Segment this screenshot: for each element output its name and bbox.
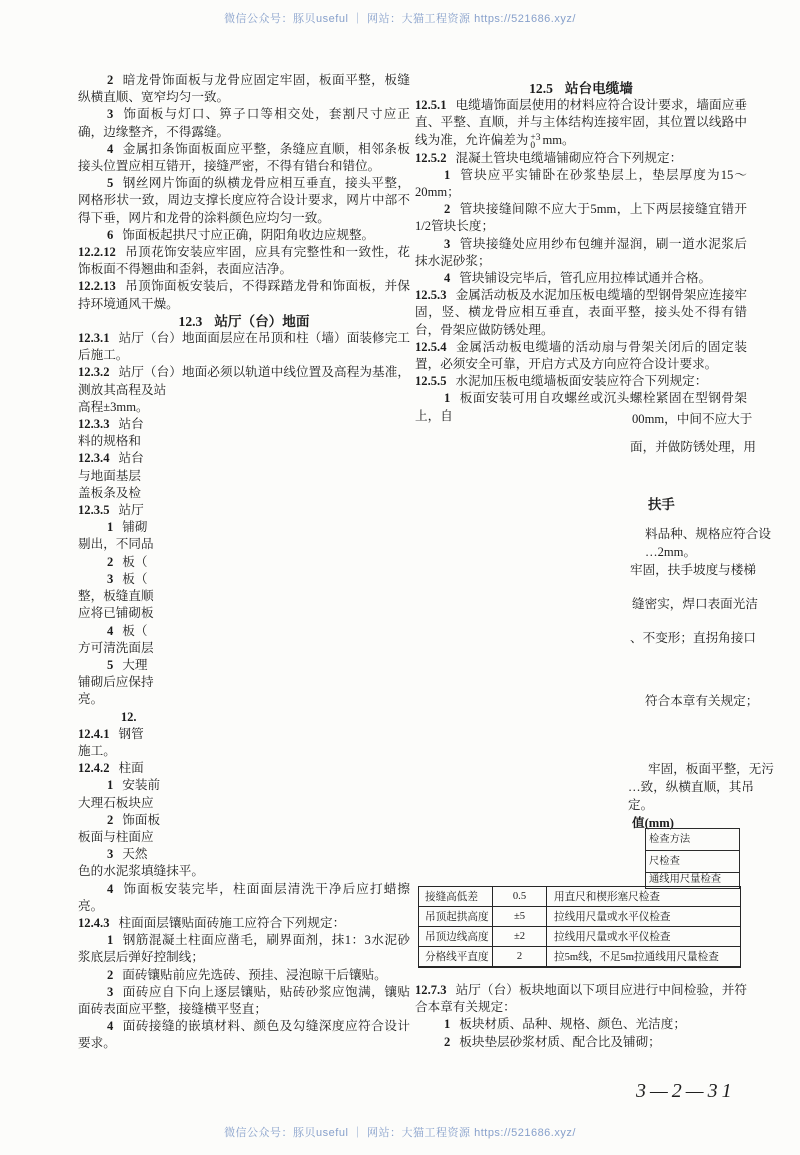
clause-number: 12.7.3 xyxy=(415,983,447,997)
text-line xyxy=(78,450,410,467)
table-cell-fragment: 尺检查 xyxy=(646,851,739,873)
table-cell-value: 2 xyxy=(493,947,547,966)
text-line xyxy=(415,287,747,339)
clipped-text-fragment: 牢固，扶手坡度与楼梯 xyxy=(630,563,756,577)
text-line xyxy=(415,150,747,167)
clause-text: 站台 xyxy=(118,451,144,466)
table-cell-value: ±5 xyxy=(493,907,547,926)
clause-text: 面砖接缝的嵌填材料、颜色及勾缝深度应符合设计要求。 xyxy=(78,1019,410,1051)
clause-text: 吊顶花饰安装应牢固，应具有完整性和一致性，花饰板面不得翘曲和歪斜，表面应洁净。 xyxy=(78,245,410,277)
clause-number: 2 xyxy=(106,812,114,827)
clause-number: 5 xyxy=(106,657,114,672)
clause-text: 柱面面层镶贴面砖施工应符合下列规定： xyxy=(118,915,346,930)
clause-text: 板（ xyxy=(122,571,148,586)
clause-text: 饰面板与灯口、箅子口等相交处，套割尺寸应正确，边缘整齐，不得露缝。 xyxy=(78,107,410,139)
clause-text: 方可清洗面层 xyxy=(78,640,154,655)
clause-number: 3 xyxy=(106,847,114,862)
text-line xyxy=(78,657,410,674)
clause-text: 板面安装可用自攻螺丝或沉头螺栓紧固在型钢骨架上，自 xyxy=(415,391,747,423)
text-line xyxy=(78,244,410,278)
section-heading xyxy=(415,80,747,97)
clause-text: 混凝土管块电缆墙铺砌应符合下列规定： xyxy=(455,150,683,165)
text-line xyxy=(78,743,410,760)
clause-number: 3 xyxy=(106,984,114,999)
clipped-text-fragment: …致，纵横直顺，其吊 xyxy=(628,780,754,794)
table-cell-method: 拉线用尺量或水平仪检查 xyxy=(554,912,671,923)
clause-number: 12.3.3 xyxy=(78,417,110,432)
text-line xyxy=(78,605,410,622)
tolerance-lower: 0 xyxy=(530,140,536,151)
text-line xyxy=(78,709,410,726)
clause-text: 钢丝网片饰面的纵横龙骨应相互垂直，接头平整，网格形状一致，周边支撑长度应符合设计要求，网片中部不得下垂，网片和龙骨的涂料颜色应均匀一致。 xyxy=(78,176,410,225)
clause-text: 大理石板块应 xyxy=(78,795,154,810)
text-line xyxy=(78,502,410,519)
clause-text: 水泥加压板电缆墙板面安装应符合下列规定： xyxy=(455,374,708,389)
text-line xyxy=(78,416,410,433)
text-line xyxy=(415,1016,747,1033)
text-line xyxy=(78,829,410,846)
clause-number: 6 xyxy=(106,227,114,242)
clause-number: 12.3.4 xyxy=(78,451,110,466)
clause-text: 管块应平实铺卧在砂浆垫层上，垫层厚度为15～20mm； xyxy=(415,167,747,200)
text-line xyxy=(78,468,410,485)
right-column-blocks xyxy=(415,150,747,425)
clause-text: 板块材质、品种、规格、颜色、光洁度； xyxy=(459,1017,686,1032)
text-line xyxy=(78,1018,410,1052)
clause-text: 铺砌后应保持 xyxy=(78,675,154,690)
clause-text: 铺砌 xyxy=(122,520,148,535)
section-number: 12.5 xyxy=(529,81,553,96)
text-line xyxy=(78,364,410,398)
page-number: 3—2—31 xyxy=(636,1080,736,1102)
clause-text: 安装前 xyxy=(122,778,161,793)
clause-text: 管块接缝处应用纱布包缠并湿润，刷一道水泥浆后抹水泥砂浆； xyxy=(415,236,747,268)
table-row xyxy=(419,887,740,907)
table-row xyxy=(419,927,740,947)
text-line xyxy=(78,106,410,140)
clause-text: 饰面板 xyxy=(122,812,161,827)
clause-text: 站厅（台）地面面层应在吊顶和柱（墙）面装修完工后施工。 xyxy=(78,331,410,363)
table-cell-item: 吊顶边线高度 xyxy=(419,927,493,946)
clause-number: 1 xyxy=(106,778,114,793)
clipped-text-fragment: 缝密实，焊口表面光洁 xyxy=(632,597,758,611)
clause-text: 面砖应自下向上逐层镶贴，贴砖砂浆应饱满，镶贴面砖表面应平整，接缝横平竖直； xyxy=(78,984,410,1016)
clause-text: 暗龙骨饰面板与龙骨应固定牢固，板面平整，板缝纵横直顺、宽窄均匀一致。 xyxy=(78,73,410,105)
text-line xyxy=(78,485,410,502)
table-cell-item: 分格线平直度 xyxy=(419,947,493,966)
clause-text: 金属活动板及水泥加压板电缆墙的型钢骨架应连接牢固，竖、横龙骨应相互垂直，表面平整，接头处不得有错台，骨架应做防锈处理。 xyxy=(415,288,747,337)
clause-text: 站厅（台）地面 xyxy=(214,313,310,329)
deviation-table xyxy=(418,886,741,968)
clause-number: 12.3.2 xyxy=(78,365,110,380)
text-line xyxy=(78,674,410,691)
clipped-text-fragment: 料品种、规格应符合设 xyxy=(645,527,771,541)
clipped-text-fragment: 、不变形；直拐角接口 xyxy=(630,631,756,645)
text-line xyxy=(78,330,410,364)
clause-number: 1 xyxy=(443,1017,451,1032)
clause-text: 站台 xyxy=(118,417,144,432)
clause-number: 4 xyxy=(106,623,114,638)
clause-text: 面砖镶贴前应先选砖、预挂、浸泡晾干后镶贴。 xyxy=(122,967,387,982)
handrail-heading-fragment: 扶手 xyxy=(648,497,675,512)
clause-number: 12.5.1 xyxy=(415,98,447,113)
text-line xyxy=(78,313,410,330)
text-line xyxy=(415,167,747,201)
text-line xyxy=(78,863,410,880)
clause-number: 3 xyxy=(443,236,451,251)
clause-text-suffix: mm。 xyxy=(542,132,575,147)
clause-text: 与地面基层 xyxy=(78,468,141,483)
clause-text: 板（ xyxy=(122,554,148,569)
text-line xyxy=(415,982,747,1016)
text-line xyxy=(78,399,410,416)
text-line xyxy=(78,932,410,966)
clause-text: 管块铺设完毕后，管孔应用拉棒试通并合格。 xyxy=(459,271,712,286)
left-column xyxy=(78,72,410,1053)
clause-number: 12.5.3 xyxy=(415,288,447,303)
clause-text: 应将已铺砌板 xyxy=(78,606,154,621)
clause-text: 色的水泥浆填缝抹平。 xyxy=(78,864,204,879)
clause-number: 3 xyxy=(106,571,114,586)
clause-text: 电缆墙饰面层使用的材料应符合设计要求，墙面应垂直、平整、直顺，并与主体结构连接牢固，其位置以线路中线为准，允许偏差为 xyxy=(415,98,747,147)
tolerance-stack xyxy=(530,134,540,150)
clause-text: 金属扣条饰面板面应平整，条缝应直顺，相邻条板接头位置应相互错开，接缝严密，不得有错台和错位。 xyxy=(78,141,410,174)
watermark-bottom: 微信公众号：豚贝useful ｜ 网站：大猫工程资源 https://521686.xyz/ xyxy=(224,1127,576,1139)
clipped-text-fragment: …2mm。 xyxy=(645,545,697,559)
table-cell-method: 拉5m线，不足5m拉通线用尺量检查 xyxy=(554,952,719,963)
clause-number: 1 xyxy=(443,391,451,406)
clause-number: 12.2.13 xyxy=(78,279,116,294)
text-line xyxy=(78,640,410,657)
text-line xyxy=(78,984,410,1018)
clause-text: 12. xyxy=(120,709,137,724)
text-line xyxy=(78,691,410,708)
table-cell-item: 吊顶起拱高度 xyxy=(419,907,493,926)
clause-number: 1 xyxy=(443,167,451,182)
clause-number: 1 xyxy=(106,933,114,948)
clipped-text-fragment: 面，并做防锈处理，用 xyxy=(630,440,756,454)
text-line xyxy=(415,201,747,235)
clause-number: 12.4.3 xyxy=(78,915,110,930)
text-line xyxy=(78,760,410,777)
table-cell-fragment: 检查方法 xyxy=(646,829,739,851)
clause-text: 剔出，不同品 xyxy=(78,537,154,552)
text-line xyxy=(415,339,747,373)
text-line xyxy=(78,227,410,244)
clipped-text-fragment: 牢固，板面平整，无污 xyxy=(648,762,774,776)
clause-text: 板块垫层砂浆材质、配合比及铺砌； xyxy=(459,1034,661,1049)
text-line xyxy=(415,236,747,270)
clause-number: 1 xyxy=(106,520,114,535)
text-line xyxy=(78,554,410,571)
clause-text: 整，板缝直顺 xyxy=(78,589,154,604)
clause-text: 金属活动板电缆墙的活动扇与骨架关闭后的固定装置，必须安全可靠，开启方式及方向应符合设计要求。 xyxy=(415,339,747,372)
text-line xyxy=(78,588,410,605)
clause-number: 4 xyxy=(106,141,114,156)
text-line xyxy=(78,777,410,794)
clause-number: 12.3.5 xyxy=(78,503,110,518)
watermark-top: 微信公众号：豚贝useful ｜ 网站：大猫工程资源 https://521686.xyz/ xyxy=(224,13,576,25)
clause-text: 施工。 xyxy=(78,743,116,758)
clause-number: 12.3 xyxy=(178,313,203,329)
clause-text: 饰面板安装完毕，柱面面层清洗干净后应打蜡擦亮。 xyxy=(78,881,410,913)
clause-text: 高程±3mm。 xyxy=(78,399,149,414)
clause-number: 2 xyxy=(106,554,114,569)
clause-number: 12.5.2 xyxy=(415,150,447,165)
clause-number: 2 xyxy=(443,202,451,217)
text-line xyxy=(78,881,410,915)
text-line xyxy=(415,1034,747,1051)
text-line xyxy=(78,519,410,536)
clause-text: 管块接缝间隙不应大于5mm，上下两层接缝宜错开1/2管块长度； xyxy=(415,202,747,234)
text-line xyxy=(415,270,747,287)
table-row xyxy=(419,947,740,967)
table-cell-fragment: 通线用尺量检查 xyxy=(646,873,739,889)
clause-number: 2 xyxy=(106,73,114,87)
text-line xyxy=(78,967,410,984)
clause-text: 大理 xyxy=(122,657,148,672)
text-line xyxy=(78,726,410,743)
text-line xyxy=(78,141,410,175)
clause-text: 亮。 xyxy=(78,692,104,707)
clause-text: 钢筋混凝土柱面应凿毛，刷界面剂，抹1：3水泥砂浆底层后弹好控制线； xyxy=(78,933,410,965)
clause-text: 板（ xyxy=(122,623,148,638)
clipped-text-fragment: 定。 xyxy=(628,798,654,812)
clause-number: 12.4.2 xyxy=(78,761,110,776)
table-cell-item: 接缝高低差 xyxy=(419,887,493,906)
table-row xyxy=(419,907,740,927)
text-line xyxy=(78,175,410,227)
text-line xyxy=(415,373,747,390)
text-line xyxy=(78,915,410,932)
deviation-table-clipped-part xyxy=(645,828,740,889)
text-line xyxy=(78,571,410,588)
right-column xyxy=(415,80,747,425)
clause-number: 12.3.1 xyxy=(78,331,110,346)
tolerance-upper: +3 xyxy=(530,132,541,143)
clause-number: 2 xyxy=(443,1034,451,1049)
clause-number: 5 xyxy=(106,176,114,191)
clause-text: 饰面板起拱尺寸应正确，阴阳角收边应规整。 xyxy=(122,227,375,242)
clause-number: 4 xyxy=(106,1019,114,1034)
clause-text: 板面与柱面应 xyxy=(78,829,154,844)
bottom-right-block xyxy=(415,982,747,1051)
table-title-fragment: 值(mm) xyxy=(632,816,674,830)
clause-number: 2 xyxy=(106,967,114,982)
clause-text: 盖板条及检 xyxy=(78,485,141,500)
table-cell-value: ±2 xyxy=(493,927,547,946)
clause-text: 柱面 xyxy=(118,761,144,776)
clause-text: 吊顶饰面板安装后，不得踩踏龙骨和饰面板，并保持环境通风干燥。 xyxy=(78,279,410,311)
clause-text: 站厅 xyxy=(118,503,144,518)
table-cell-value: 0.5 xyxy=(493,887,547,906)
clause-number: 12.5.4 xyxy=(415,339,447,354)
clipped-text-fragment: 00mm，中间不应大于 xyxy=(632,412,753,426)
clipped-text-fragment: 符合本章有关规定； xyxy=(645,694,759,708)
table-cell-method: 拉线用尺量或水平仪检查 xyxy=(554,932,671,943)
clause-text: 天然 xyxy=(122,847,148,862)
clause-number: 12.4.1 xyxy=(78,726,110,741)
table-cell-method: 用直尺和楔形塞尺检查 xyxy=(554,892,660,903)
text-line xyxy=(78,72,410,106)
clause-12-5-1 xyxy=(415,97,747,149)
text-line xyxy=(78,536,410,553)
text-line xyxy=(78,795,410,812)
clause-text: 站厅（台）板块地面以下项目应进行中间检验，并符合本章有关规定： xyxy=(415,983,747,1015)
clause-number: 12.2.12 xyxy=(78,245,116,260)
text-line xyxy=(78,623,410,640)
clause-number: 4 xyxy=(443,271,451,286)
text-line xyxy=(78,812,410,829)
clause-text: 料的规格和 xyxy=(78,434,141,449)
text-line xyxy=(78,433,410,450)
text-line xyxy=(78,846,410,863)
clause-number: 3 xyxy=(106,107,114,122)
text-line xyxy=(78,278,410,312)
clause-number: 4 xyxy=(106,881,114,896)
clause-number: 12.5.5 xyxy=(415,374,447,389)
clause-text: 站厅（台）地面必须以轨道中线位置及高程为基准，测放其高程及站 xyxy=(78,365,410,397)
clause-text: 钢管 xyxy=(118,726,144,741)
section-title: 站台电缆墙 xyxy=(564,81,633,96)
